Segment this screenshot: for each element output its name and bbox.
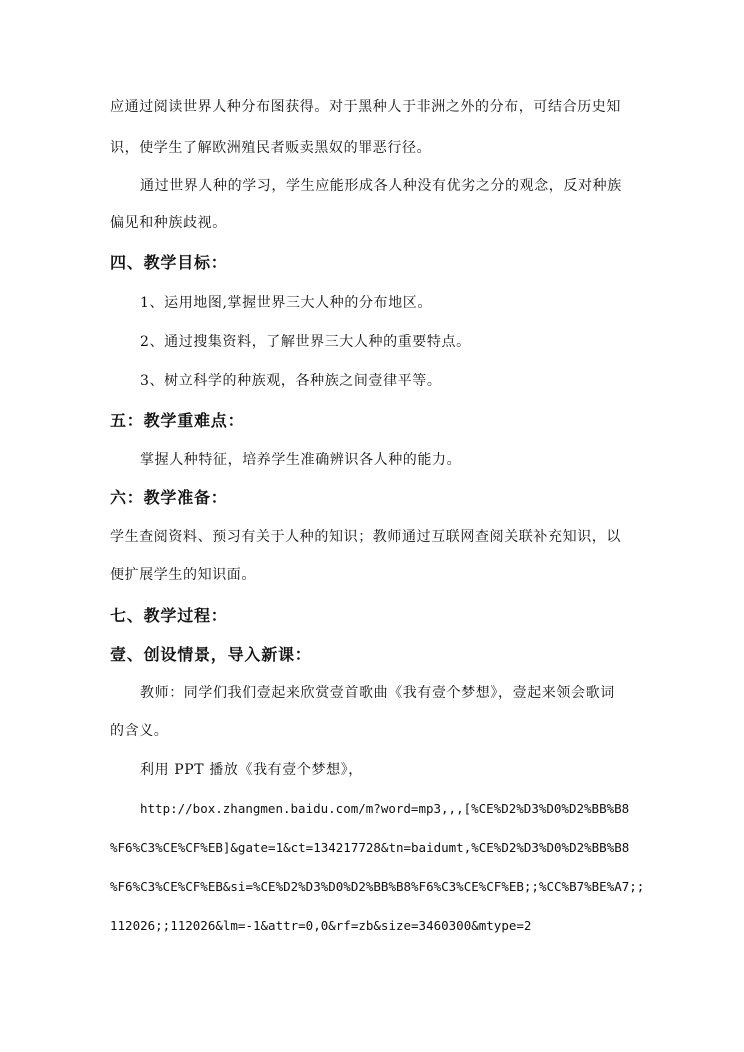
section-heading-objectives: 四、教学目标：	[110, 253, 228, 272]
preparation-line: 学生查阅资料、预习有关于人种的知识；教师通过互联网查阅关联补充知识，以	[110, 529, 621, 545]
url-line: %F6%C3%CE%CF%EB&si=%CE%D2%D3%D0%D2%BB%B8%F6%C3%CE%CF%EB;;%CC%B7%BE%A7;;	[110, 879, 645, 894]
key-points-text: 掌握人种特征，培养学生准确辨识各人种的能力。	[140, 452, 462, 468]
url-line: 112026;;112026&lm=-1&attr=0,0&rf=zb&size=3460300&mtype=2	[110, 918, 532, 933]
section-heading-process: 七、教学过程：	[110, 606, 228, 625]
objective-item: 1、运用地图,掌握世界三大人种的分布地区。	[140, 295, 432, 311]
sub-heading-intro: 壹、创设情景，导入新课：	[110, 645, 312, 664]
teacher-line: 教师：同学们我们壹起来欣赏壹首歌曲《我有壹个梦想》，壹起来领会歌词	[140, 685, 615, 701]
paragraph-line: 应通过阅读世界人种分布图获得。对于黑种人于非洲之外的分布，可结合历史知	[110, 99, 621, 115]
paragraph-line: 通过世界人种的学习，学生应能形成各人种没有优劣之分的观念，反对种族	[140, 178, 622, 194]
ppt-line: 利用 PPT 播放《我有壹个梦想》，	[140, 762, 363, 778]
url-line: http://box.zhangmen.baidu.com/m?word=mp3,,,[%CE%D2%D3%D0%D2%BB%B8	[140, 801, 630, 816]
section-heading-key-points: 五：教学重难点：	[110, 411, 245, 430]
paragraph-line: 偏见和种族歧视。	[110, 215, 227, 231]
teacher-line: 的含义。	[110, 723, 169, 739]
objective-item: 2、通过搜集资料，了解世界三大人种的重要特点。	[140, 334, 471, 350]
section-heading-preparation: 六：教学准备：	[110, 488, 228, 507]
paragraph-line: 识，使学生了解欧洲殖民者贩卖黑奴的罪恶行径。	[110, 140, 432, 156]
preparation-line: 便扩展学生的知识面。	[110, 567, 256, 583]
url-line: %F6%C3%CE%CF%EB]&gate=1&ct=134217728&tn=baidumt,%CE%D2%D3%D0%D2%BB%B8	[110, 840, 630, 855]
objective-item: 3、树立科学的种族观，各种族之间壹律平等。	[140, 373, 442, 389]
